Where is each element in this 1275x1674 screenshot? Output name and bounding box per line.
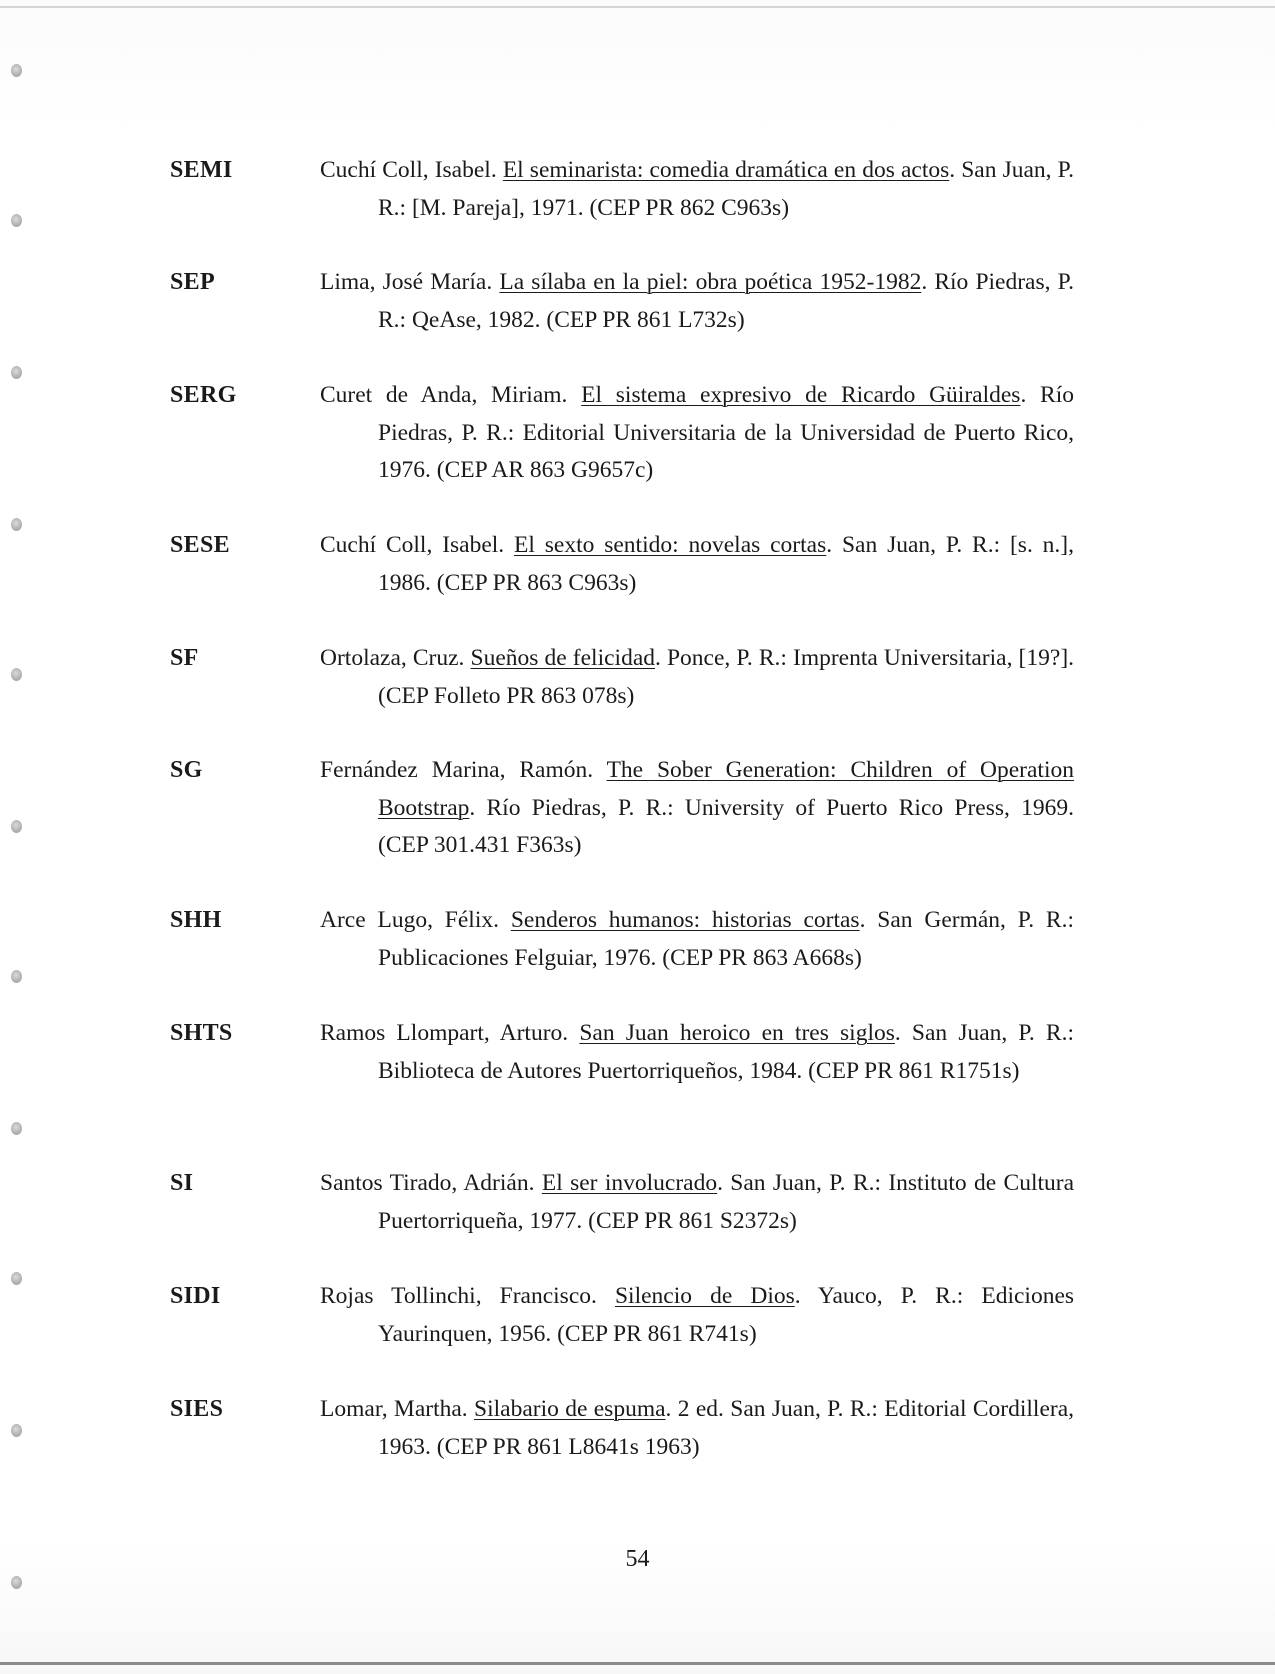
entry-author: Curet de Anda, Miriam. [320,382,568,408]
entry-publication: . Río Piedras, P. R.: QeAse, 1982. (CEP PR 861 L732s) [378,269,1074,333]
entry-author: Fernández Marina, Ramón. [320,757,594,783]
entry-title: San Juan heroico en tres siglos [579,1020,895,1046]
entry-publication: . 2 ed. San Juan, P. R.: Editorial Cordillera, 1963. (CEP PR 861 L8641s 1963) [378,1396,1075,1460]
entry-title: El sistema expresivo de Ricardo Güiraldes [581,382,1021,408]
entry-publication: . San Germán, P. R.: Publicaciones Felguiar, 1976. (CEP PR 863 A668s) [378,907,1074,971]
entry-citation [320,1015,1074,1090]
entry-title: El sexto sentido: novelas cortas [514,532,827,558]
entry-title: El seminarista: comedia dramática en dos actos [502,157,950,183]
entry-code: SF [170,645,199,671]
entry-author: Ortolaza, Cruz. [320,645,465,671]
punch-hole [11,1122,22,1135]
entry-publication: . Río Piedras, P. R.: University of Puerto Rico Press, 1969. (CEP 301.431 F363s) [378,794,1074,858]
entry-code: SIES [170,1396,224,1422]
entry-citation [320,902,1074,977]
entry-author: Lomar, Martha. [320,1396,468,1422]
entry-citation [320,1165,1074,1240]
entry-citation [320,152,1074,227]
punch-hole [11,970,22,983]
entry-author: Cuchí Coll, Isabel. [320,157,497,183]
entry-title: Silabario de espuma [474,1396,666,1422]
entry-publication: . San Juan, P. R.: [s. n.], 1986. (CEP PR 863 C963s) [378,532,1075,596]
punch-hole [11,668,22,681]
entry-title: El ser involucrado [541,1170,718,1196]
entry-code: SESE [170,532,230,558]
entry-publication: . Yauco, P. R.: Ediciones Yaurinquen, 1956. (CEP PR 861 R741s) [378,1283,1075,1347]
entry-title: Silencio de Dios [614,1283,795,1309]
entry-title: Sueños de felicidad [470,645,656,671]
entry-author: Ramos Llompart, Arturo. [320,1020,569,1046]
entry-citation [320,752,1074,865]
entry-publication: . San Juan, P. R.: Biblioteca de Autores Puertorriqueños, 1984. (CEP PR 861 R1751s) [378,1020,1074,1084]
entry-publication: . San Juan, P. R.: Instituto de Cultura Puertorriqueña, 1977. (CEP PR 861 S2372s) [378,1170,1075,1234]
entry-code: SERG [170,382,237,408]
entry-citation [320,377,1074,490]
punch-hole [11,518,22,531]
entry-code: SIDI [170,1283,221,1309]
punch-hole [11,1576,22,1589]
entry-author: Santos Tirado, Adrián. [320,1170,535,1196]
entry-author: Rojas Tollinchi, Francisco. [320,1283,597,1309]
binder-punch-holes [0,0,40,1674]
entry-publication: . Río Piedras, P. R.: Editorial Universitaria de la Universidad de Puerto Rico, 1976. (CEP AR 863 G9657c) [378,382,1075,483]
entry-title: Senderos humanos: historias cortas [510,907,860,933]
entry-author: Arce Lugo, Félix. [320,907,499,933]
page-number: 54 [625,1546,650,1572]
entry-code: SG [170,757,203,783]
entry-citation [320,1391,1074,1466]
entry-code: SEP [170,269,215,295]
entry-citation [320,1278,1074,1353]
entry-author: Lima, José María. [320,269,493,295]
entry-title: The Sober Generation: Children of Operation Bootstrap [378,757,1074,821]
entry-code: SI [170,1170,194,1196]
entry-citation [320,527,1074,602]
entry-title: La sílaba en la piel: obra poética 1952-1982 [499,269,922,295]
entry-code: SEMI [170,157,233,183]
punch-hole [11,214,22,227]
punch-hole [11,1424,22,1437]
entry-author: Cuchí Coll, Isabel. [320,532,505,558]
entry-publication: . San Juan, P. R.: [M. Pareja], 1971. (CEP PR 862 C963s) [378,157,1074,221]
entry-code: SHH [170,907,222,933]
top-edge-rule [0,6,1275,8]
entry-code: SHTS [170,1020,233,1046]
entry-citation [320,640,1074,715]
bottom-edge-rule [0,1662,1275,1665]
punch-hole [11,820,22,833]
entry-citation [320,264,1074,339]
punch-hole [11,366,22,379]
punch-hole [11,1272,22,1285]
punch-hole [11,64,22,77]
entry-publication: . Ponce, P. R.: Imprenta Universitaria, [19?]. (CEP Folleto PR 863 078s) [378,645,1075,709]
